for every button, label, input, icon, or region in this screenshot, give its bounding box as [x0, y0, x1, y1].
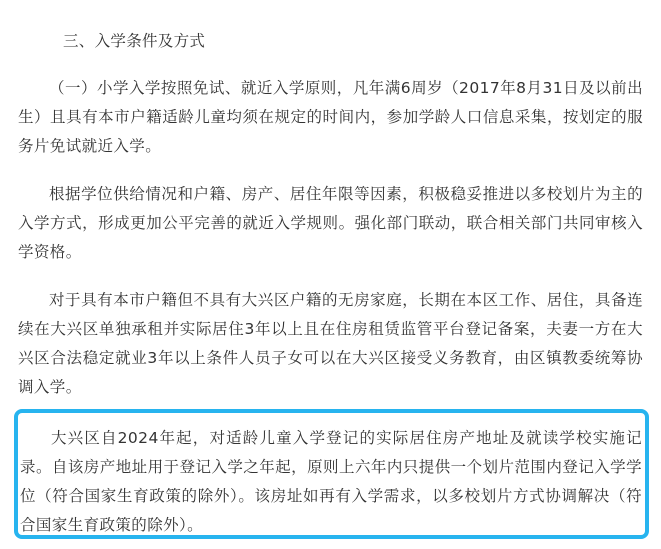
paragraph-non-local-household: 对于具有本市户籍但不具有大兴区户籍的无房家庭，长期在本区工作、居住，具备连续在大兴区单独承租并实际居住3年以上且在住房租赁监管平台登记备案，夫妻一方在大兴区合法稳定就业3年以上条件人员子女可以在大兴区接受义务教育，由区镇教委统筹协调入学。	[18, 291, 643, 396]
paragraph-enrollment-method: 根据学位供给情况和户籍、房产、居住年限等因素，积极稳妥推进以多校划片为主的入学方式，形成更加公平完善的就近入学规则。强化部门联动，联合相关部门共同审核入学资格。	[18, 185, 643, 261]
section-heading: 三、入学条件及方式	[63, 32, 206, 50]
paragraph-highlighted-address-rule: 大兴区自2024年起，对适龄儿童入学登记的实际居住房产地址及就读学校实施记录。自该房产地址用于登记入学之年起，原则上六年内只提供一个划片范围内登记入学学位（符合国家生育政策的除外）。该房址如再有入学需求，以多校划片方式协调解决（符合国家生育政策的除外）。	[20, 429, 642, 534]
paragraph-primary-school-enrollment: （一）小学入学按照免试、就近入学原则，凡年满6周岁（2017年8月31日及以前出生）且具有本市户籍适龄儿童均须在规定的时间内，参加学龄人口信息采集，按划定的服务片免试就近入学。	[18, 79, 643, 155]
